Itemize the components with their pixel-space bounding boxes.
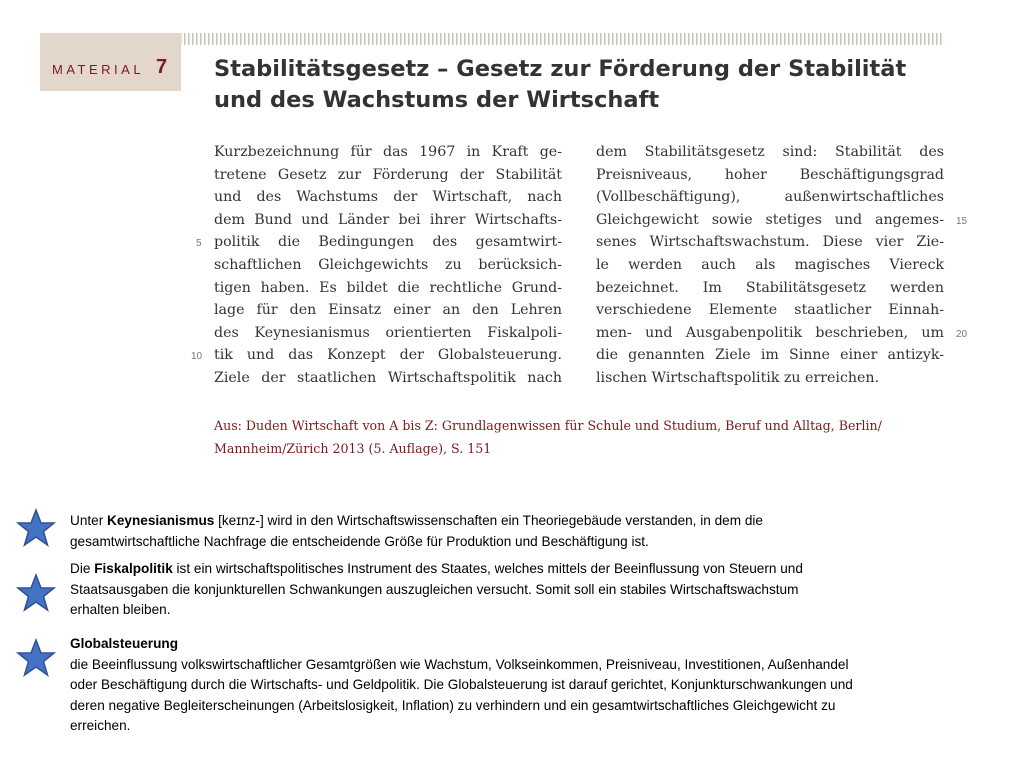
article-line: tigen haben. Es bildet die rechtliche Grund-: [214, 279, 562, 296]
article-line: Kurzbezeichnung für das 1967 in Kraft ge-: [214, 144, 562, 160]
article-line: schaftlichen Gleichgewichts zu berücksich-: [214, 256, 562, 273]
note-line: [70, 511, 990, 532]
article-column-left: [214, 141, 562, 390]
note-line: erhalten bleiben.: [70, 602, 171, 617]
note-text: Die: [70, 561, 95, 576]
note-line: Staatsausgaben die konjunkturellen Schwankungen auszugleichen versucht. Somit soll ein stabiles Wirtschaftswachstum: [70, 581, 799, 597]
note-keynesianismus: [70, 511, 990, 552]
line-number-5: 5: [196, 238, 202, 249]
material-label: MATERIAL: [52, 62, 145, 77]
source-line: Aus: Duden Wirtschaft von A bis Z: Grundlagenwissen für Schule und Studium, Beruf und Alltag, Berlin/: [214, 418, 882, 433]
line-number-10: 10: [191, 351, 203, 362]
star-icon: [16, 638, 56, 678]
article-column-right: [596, 141, 944, 390]
note-term: Keynesianismus: [107, 513, 215, 528]
note-line: [70, 559, 990, 580]
material-number: 7: [156, 56, 168, 78]
source-citation: [214, 414, 954, 460]
article-line: die genannten Ziele im Sinne einer antizyk-: [596, 347, 944, 364]
article-line: verschiedene Elemente staatlicher Einnah-: [596, 302, 944, 319]
star-icon: [16, 573, 56, 613]
article-line: senes Wirtschaftswachstum. Diese vier Zie-: [596, 234, 944, 251]
article-line: Gleichgewicht sowie stetiges und angemes-: [596, 211, 944, 228]
line-number-20: 20: [956, 329, 968, 340]
note-line: erreichen.: [70, 718, 131, 733]
note-text: Unter: [70, 513, 108, 528]
article-line: tik und das Konzept der Globalsteuerung.: [214, 347, 562, 364]
article-line: dem Bund und Länder bei ihrer Wirtschafts-: [214, 211, 562, 228]
note-line: oder Beschäftigung durch die Wirtschafts- und Geldpolitik. Die Globalsteuerung ist darauf gerichtet, Konjunkturschwankungen und: [70, 677, 853, 692]
article-line: Preisniveaus, hoher Beschäftigungsgrad: [596, 166, 944, 183]
article-line: und des Wachstums der Wirtschaft, nach: [214, 189, 562, 206]
page-title: Stabilitätsgesetz – Gesetz zur Förderung der Stabilität und des Wachstums der Wirtschaft: [214, 56, 907, 113]
article-line: politik die Bedingungen des gesamtwirt-: [214, 234, 562, 251]
article-line: lage für den Einsatz einer an den Lehren: [214, 302, 562, 319]
note-text: [keɪnz-] wird in den Wirtschaftswissenschaften ein Theoriegebäude verstanden, in dem die: [214, 513, 763, 528]
note-fiskalpolitik: [70, 559, 990, 621]
source-line: Mannheim/Zürich 2013 (5. Auflage), S. 151: [214, 441, 492, 456]
note-line: gesamtwirtschaftliche Nachfrage die entscheidende Größe für Produktion und Beschäftigung ist.: [70, 533, 649, 549]
note-globalsteuerung: [70, 634, 990, 737]
article-line: des Keynesianismus orientierten Fiskalpoli-: [214, 324, 562, 341]
article-line: bezeichnet. Im Stabilitätsgesetz werden: [596, 279, 944, 296]
article-line: dem Stabilitätsgesetz sind: Stabilität des: [596, 144, 944, 160]
line-number-15: 15: [956, 216, 968, 227]
article-line: le werden auch als magisches Viereck: [596, 256, 944, 273]
article-line: Ziele der staatlichen Wirtschaftspolitik nach: [214, 369, 562, 386]
note-text: ist ein wirtschaftspolitisches Instrument des Staates, welches mittels der Beeinflussung von Steuern und: [172, 561, 803, 576]
note-line: die Beeinflussung volkswirtschaftlicher Gesamtgrößen wie Wachstum, Volkseinkommen, Preisniveau, Investitionen, Außenhandel: [70, 656, 849, 672]
note-term: Fiskalpolitik: [94, 561, 173, 576]
article-line: (Vollbeschäftigung), außenwirtschaftliches: [596, 189, 944, 206]
note-line: [70, 634, 990, 655]
article-line: lischen Wirtschaftspolitik zu erreichen.: [596, 369, 880, 386]
article-line: tretene Gesetz zur Förderung der Stabilität: [214, 166, 562, 183]
note-term: Globalsteuerung: [70, 636, 179, 651]
note-line: deren negative Begleiterscheinungen (Arbeitslosigkeit, Inflation) zu verhindern und ein gesamtwirtschaftliches Gleichgewicht zu: [70, 697, 836, 713]
star-icon: [16, 508, 56, 548]
article-line: men- und Ausgabenpolitik beschrieben, um: [596, 324, 944, 341]
